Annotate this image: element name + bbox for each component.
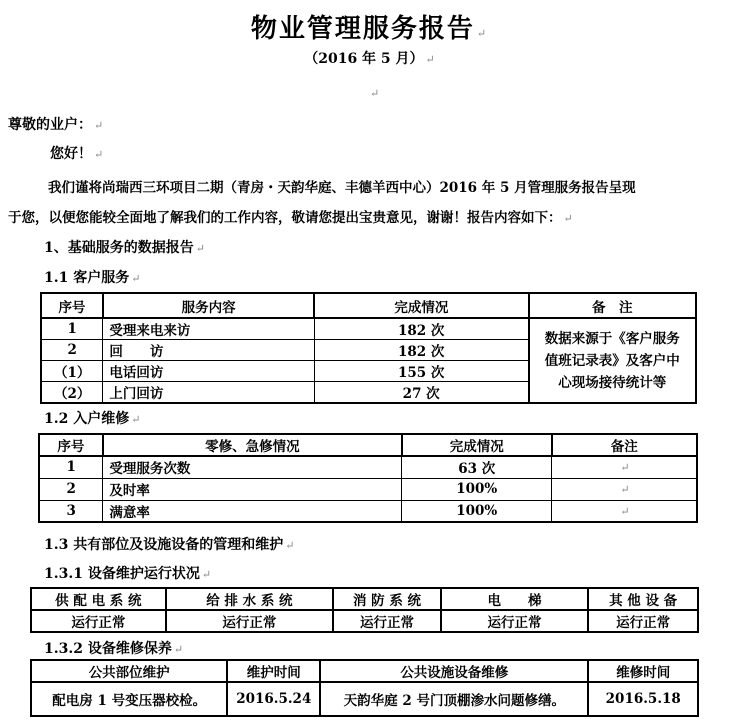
note-line: 数据来源于《客户服务	[544, 330, 680, 347]
section-1-3-2-heading: 1.3.2 设备维修保养 ↵	[44, 641, 184, 657]
table-cell: 天韵华庭 2 号门顶棚渗水问题修缮。	[320, 682, 588, 716]
table-cell: 2	[41, 340, 103, 361]
header-cell: 序号	[39, 434, 103, 456]
intro-line-2: 于您，以便您能较全面地了解我们的工作内容，敬请您提出宝贵意见，谢谢！报告内容如下： ↵	[8, 210, 573, 226]
table-row	[31, 682, 698, 716]
table-cell: 运行正常	[588, 610, 698, 632]
equipment-status-table	[30, 587, 699, 633]
report-date: （2016 年 5 月） ↵	[304, 51, 435, 67]
header-cell: 公共设施设备维修	[320, 660, 588, 682]
table-header-row	[31, 588, 698, 610]
table-cell: 运行正常	[333, 610, 441, 632]
table-cell: 1	[41, 318, 103, 340]
header-cell: 完成情况	[314, 293, 528, 318]
repair-table	[38, 433, 698, 523]
table-header-row	[31, 660, 698, 682]
header-cell: 消 防 系 统	[333, 588, 441, 610]
table-cell: 2016.5.18	[588, 682, 698, 716]
table-cell: 电话回访	[103, 361, 314, 382]
header-cell: 其 他 设 备	[588, 588, 698, 610]
table-cell: 满意率	[103, 500, 402, 522]
table-cell: 配电房 1 号变压器校检。	[31, 682, 227, 716]
header-cell: 给 排 水 系 统	[166, 588, 333, 610]
header-cell: 服务内容	[103, 293, 314, 318]
table-cell: 受理服务次数	[103, 456, 402, 478]
table-cell: 100%	[402, 478, 552, 500]
table-row	[31, 610, 698, 632]
table-header-row	[41, 293, 696, 318]
note-cell	[529, 318, 696, 403]
table-cell: 63 次	[402, 456, 552, 478]
greeting: 尊敬的业户： ↵	[8, 117, 104, 133]
table-cell: 运行正常	[31, 610, 166, 632]
table-row	[39, 500, 697, 522]
table-cell: 27 次	[314, 382, 528, 404]
customer-service-table	[40, 292, 697, 404]
header-cell: 维护时间	[227, 660, 320, 682]
table-header-row	[39, 434, 697, 456]
table-cell: （1）	[41, 361, 103, 382]
table-cell: 3	[39, 500, 103, 522]
table-cell: （2）	[41, 382, 103, 404]
table-row	[39, 456, 697, 478]
table-cell: ↵	[552, 500, 697, 522]
section-1-1-heading: 1.1 客户服务 ↵	[44, 270, 141, 286]
section-1-2-heading: 1.2 入户维修 ↵	[44, 411, 141, 427]
header-cell: 完成情况	[402, 434, 552, 456]
table-row	[41, 318, 696, 340]
table-cell: 182 次	[314, 340, 528, 361]
table-cell: 1	[39, 456, 103, 478]
section-1-3-1-heading: 1.3.1 设备维护运行状况 ↵	[44, 566, 212, 582]
table-cell: 100%	[402, 500, 552, 522]
table-cell: 上门回访	[103, 382, 314, 404]
header-cell: 备注	[552, 434, 697, 456]
table-cell: 2	[39, 478, 103, 500]
table-cell: 155 次	[314, 361, 528, 382]
section-1-heading: 1、基础服务的数据报告 ↵	[44, 240, 205, 256]
header-cell: 公共部位维护	[31, 660, 227, 682]
intro-line-1: 我们谨将尚瑞西三环项目二期（青房・天韵华庭、丰德羊西中心）2016 年 5 月管理服务报告呈现	[48, 180, 636, 196]
section-1-3-heading: 1.3 共有部位及设施设备的管理和维护 ↵	[44, 537, 295, 553]
note-line: 值班记录表》及客户中	[544, 352, 680, 369]
header-cell: 供 配 电 系 统	[31, 588, 166, 610]
table-cell: 2016.5.24	[227, 682, 320, 716]
header-cell: 序号	[41, 293, 103, 318]
header-cell: 备 注	[529, 293, 696, 318]
table-cell: 回 访	[103, 340, 314, 361]
header-cell: 电 梯	[441, 588, 588, 610]
table-cell: 受理来电来访	[103, 318, 314, 340]
table-cell: 182 次	[314, 318, 528, 340]
table-cell: ↵	[552, 456, 697, 478]
page-title: 物业管理服务报告 ↵	[250, 14, 489, 44]
header-cell: 维修时间	[588, 660, 698, 682]
table-row	[39, 478, 697, 500]
table-cell: 及时率	[103, 478, 402, 500]
table-cell: 运行正常	[166, 610, 333, 632]
paragraph-mark: ↵	[370, 87, 380, 100]
table-cell: ↵	[552, 478, 697, 500]
note-line: 心现场接待统计等	[558, 374, 667, 391]
table-cell: 运行正常	[441, 610, 588, 632]
hello: 您好！ ↵	[50, 146, 104, 162]
maintenance-table	[30, 659, 699, 717]
header-cell: 零修、急修情况	[103, 434, 402, 456]
